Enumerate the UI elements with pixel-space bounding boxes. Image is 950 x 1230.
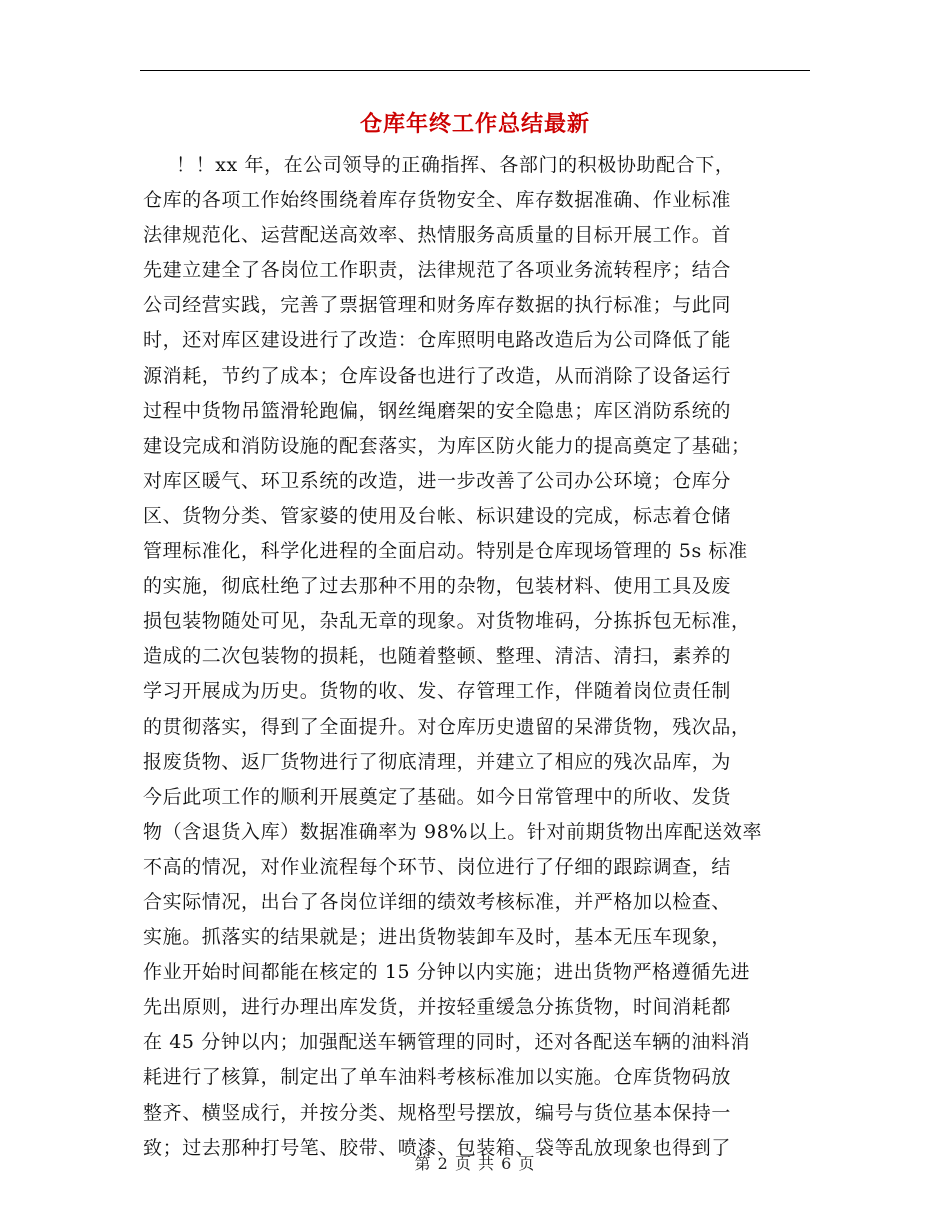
body-line-13: 的实施，彻底杜绝了过去那种不用的杂物，包装材料、使用工具及废 — [143, 575, 732, 598]
body-line-18: 报废货物、返厂货物进行了彻底清理，并建立了相应的残次品库，为 — [143, 750, 732, 773]
body-line-9: 建设完成和消防设施的配套落实，为库区防火能力的提高奠定了基础； — [143, 434, 751, 457]
body-line-6: 时，还对库区建设进行了改造：仓库照明电路改造后为公司降低了能 — [143, 329, 732, 352]
body-line-20: 物（含退货入库）数据准确率为 98%以上。针对前期货物出库配送效率 — [143, 820, 763, 843]
body-line-15: 造成的二次包装物的损耗，也随着整顿、整理、清洁、清扫，素养的 — [143, 645, 732, 668]
document-title: 仓库年终工作总结最新 — [359, 111, 590, 137]
body-line-2: 仓库的各项工作始终围绕着库存货物安全、库存数据准确、作业标准 — [143, 189, 732, 212]
body-line-23: 实施。抓落实的结果就是；进出货物装卸车及时，基本无压车现象， — [143, 926, 732, 949]
body-line-1: ！！xx 年，在公司领导的正确指挥、各部门的积极协助配合下， — [176, 154, 735, 176]
body-line-4: 先建立建全了各岗位工作职责，法律规范了各项业务流转程序；结合 — [143, 259, 732, 282]
document-body — [143, 148, 813, 1166]
body-line-21: 不高的情况，对作业流程每个环节、岗位进行了仔细的跟踪调查，结 — [143, 855, 732, 878]
body-line-11: 区、货物分类、管家婆的使用及台帐、标识建设的完成，标志着仓储 — [143, 504, 732, 527]
body-line-7: 源消耗，节约了成本；仓库设备也进行了改造，从而消除了设备运行 — [143, 364, 732, 387]
body-line-16: 学习开展成为历史。货物的收、发、存管理工作，伴随着岗位责任制 — [143, 680, 732, 703]
body-line-27: 耗进行了核算，制定出了单车油料考核标准加以实施。仓库货物码放 — [143, 1066, 732, 1089]
header-rule — [140, 70, 810, 71]
body-line-22: 合实际情况，出台了各岗位详细的绩效考核标准，并严格加以检查、 — [143, 890, 732, 913]
body-line-5: 公司经营实践，完善了票据管理和财务库存数据的执行标准；与此同 — [143, 294, 732, 317]
body-line-8: 过程中货物吊篮滑轮跑偏，钢丝绳磨架的安全隐患；库区消防系统的 — [143, 399, 732, 422]
body-line-28: 整齐、横竖成行，并按分类、规格型号摆放，编号与货位基本保持一 — [143, 1101, 732, 1124]
body-line-17: 的贯彻落实，得到了全面提升。对仓库历史遗留的呆滞货物，残次品， — [143, 715, 751, 738]
body-line-12: 管理标准化，科学化进程的全面启动。特别是仓库现场管理的 5s 标准 — [143, 540, 748, 563]
body-line-10: 对库区暖气、环卫系统的改造，进一步改善了公司办公环境；仓库分 — [143, 469, 732, 492]
body-line-24: 作业开始时间都能在核定的 15 分钟以内实施；进出货物严格遵循先进 — [143, 961, 751, 984]
body-line-3: 法律规范化、运营配送高效率、热情服务高质量的目标开展工作。首 — [143, 224, 732, 247]
body-line-19: 今后此项工作的顺利开展奠定了基础。如今日常管理中的所收、发货 — [143, 785, 732, 808]
body-line-29: 致；过去那种打号笔、胶带、喷漆、包装箱、袋等乱放现象也得到了 — [143, 1136, 732, 1159]
page-number-footer: 第 2 页 共 6 页 — [414, 1154, 536, 1173]
body-line-14: 损包装物随处可见，杂乱无章的现象。对货物堆码，分拣拆包无标准， — [143, 610, 751, 633]
body-line-25: 先出原则，进行办理出库发货，并按轻重缓急分拣货物，时间消耗都 — [143, 996, 732, 1019]
body-line-26: 在 45 分钟以内；加强配送车辆管理的同时，还对各配送车辆的油料消 — [143, 1031, 751, 1054]
